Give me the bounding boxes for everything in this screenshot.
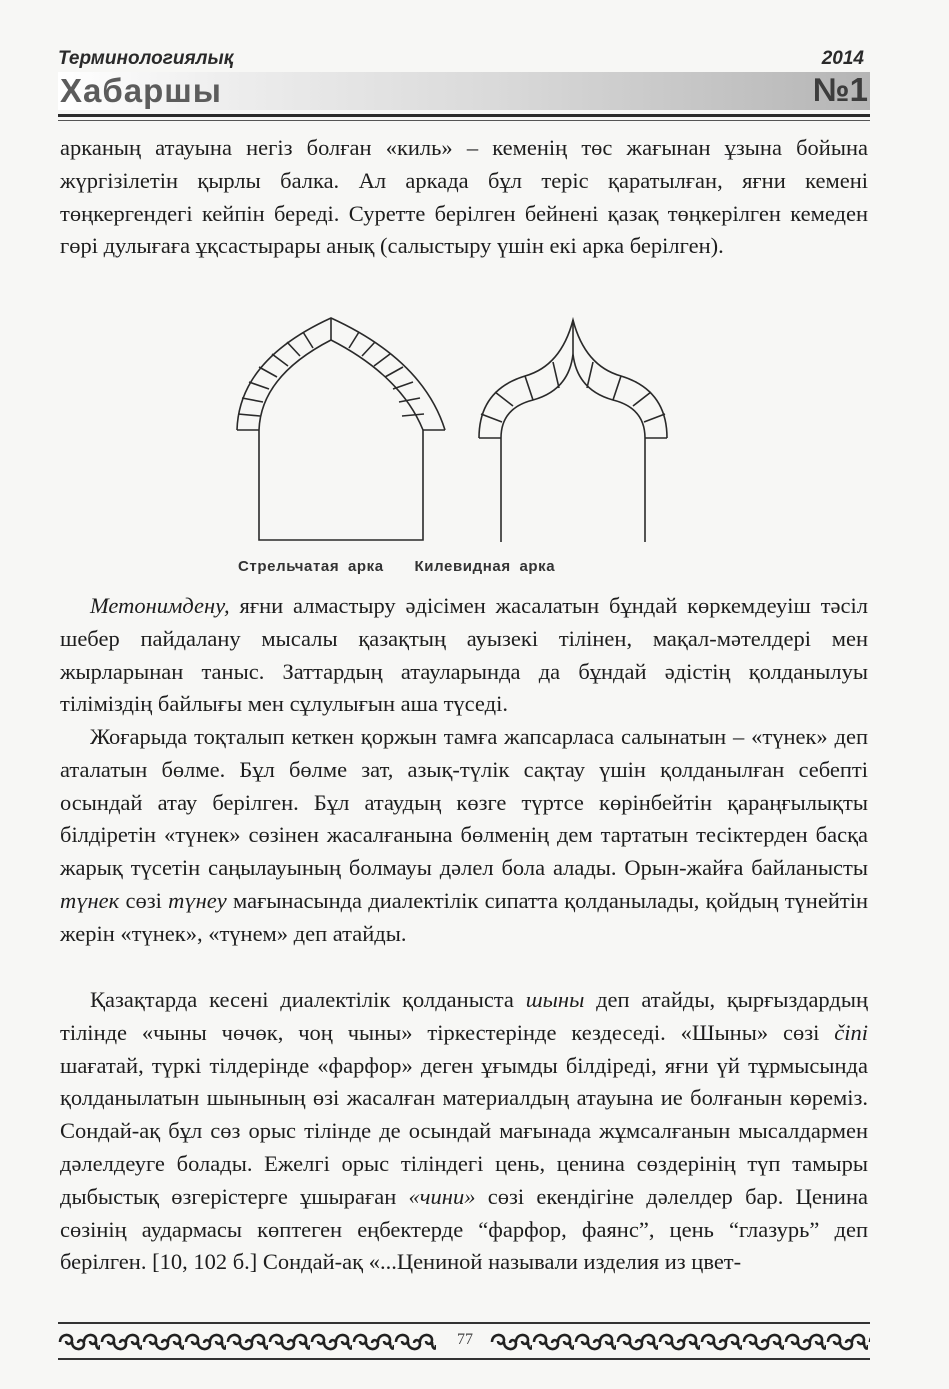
caption-keel-arch: Килевидная арка bbox=[414, 558, 556, 575]
journal-header bbox=[58, 44, 870, 124]
paragraph-tunek bbox=[60, 721, 868, 951]
footer-rule-top bbox=[58, 1322, 870, 1324]
italic-term: «чини» bbox=[408, 1183, 476, 1209]
paragraph-text: шағатай, түркі тілдерінде «фарфор» деген ұғымды білдіреді, яғни үй тұрмысында қолданылатын шынының өзі жасалған материалдың атауына ие болғанын көреміз. Сондай-ақ бұл сөз орыс тілінде де осындай мағынада жұмсалғанын мысалдармен дәлелдеуге болады. Ежелгі орыс тіліндегі цень, ценина сөздерінің түп тамыры дыбыстық өзгерістерге ұшыраған bbox=[60, 1052, 868, 1209]
italic-term: čini bbox=[834, 1019, 868, 1045]
arches-figure bbox=[225, 310, 685, 555]
paragraph-continuation bbox=[60, 132, 868, 263]
italic-term: түнеу bbox=[168, 887, 227, 913]
italic-term: Метонимдену, bbox=[90, 593, 230, 618]
paragraph-text: мағынасында диалектілік сипатта қолданылады, қойдың түнейтін жерін «түнек», «түнем» деп атайды. bbox=[60, 887, 868, 946]
paragraph-text: арканың атауына негіз болған «киль» – кеменің төс жағынан ұзына бойына жүргізілетін қырлы балка. Ал аркада бұл теріс қаратылған, яғни кемені төңкергендегі кейпін береді. Суретте берілген бейнені қазақ төңкерілген кемеден гөрі дулығаға ұқсастырары анық (салыстыру үшін екі арка берілген). bbox=[60, 135, 868, 259]
journal-title-large: Хабаршы bbox=[60, 72, 222, 109]
paragraph-text: сөзі bbox=[119, 887, 169, 913]
journal-title-small: Терминологиялық bbox=[58, 48, 234, 69]
paragraph-text: деп атайды, қырғыздардың тілінде «чыны чөчөк, чоң чыны» тіркестерінде кездеседі. «Шыны» сөзі bbox=[60, 987, 868, 1045]
paragraph-text: Жоғарыда тоқталып кеткен қоржын тамға жапсарласа салынатын – «түнек» деп аталатын бөлме. Бұл бөлме зат, азық-түлік сақтау үшін қолданылған себепті осындай атау берілген. Бұл атаудың көзге түртсе көрінбейтін қараңғылықты білдіретін «түнек» сөзінен жасалғанына бөлменің дем тартатын тесіктерден басқа жарық түсетін саңылауының болмауы дәлел бола алады. Орын-жайға байланысты bbox=[60, 724, 868, 881]
page-footer bbox=[58, 1318, 870, 1368]
paragraph-shyny bbox=[60, 984, 868, 1279]
italic-term: шыны bbox=[525, 987, 585, 1012]
paragraph-metonymy bbox=[60, 590, 868, 721]
paragraph-text: Қазақтарда кесені диалектілік қолданыста bbox=[90, 987, 526, 1012]
caption-pointed-arch: Стрельчатая арка bbox=[238, 558, 384, 575]
ornament-left-icon bbox=[58, 1331, 436, 1353]
header-rule-thin bbox=[58, 120, 870, 121]
pointed-arch-drawing bbox=[237, 318, 445, 540]
paragraph-text: яғни алмастыру әдісімен жасалатын бұндай көркемдеуіш тәсіл шебер пайдалану мысалы қазақтың ауызекі тілінен, мақал-мәтелдері мен жырларынан таныс. Заттардың атауларында да бұндай әдістің қолданылуы тіліміздің байлығы мен сұлулығын аша түседі. bbox=[60, 593, 868, 717]
ornament-right-icon bbox=[490, 1331, 870, 1353]
page-number: 77 bbox=[457, 1331, 473, 1348]
issue-number: №1 bbox=[812, 71, 868, 108]
header-rule-thick bbox=[58, 114, 870, 117]
figure-caption bbox=[238, 558, 577, 575]
keel-arch-drawing bbox=[479, 320, 667, 542]
italic-term: түнек bbox=[60, 887, 120, 913]
journal-year: 2014 bbox=[821, 48, 864, 69]
footer-rule-bottom bbox=[58, 1358, 870, 1360]
paragraph-text: сөзі екендігіне дәлелдер бар. Ценина сөзінің аудармасы көптеген еңбектерде “фарфор, фаянс”, цень “глазурь” деп берілген. [10, 102 б.] Сондай-ақ «...Цениной называли изделия из цвет- bbox=[60, 1183, 869, 1275]
